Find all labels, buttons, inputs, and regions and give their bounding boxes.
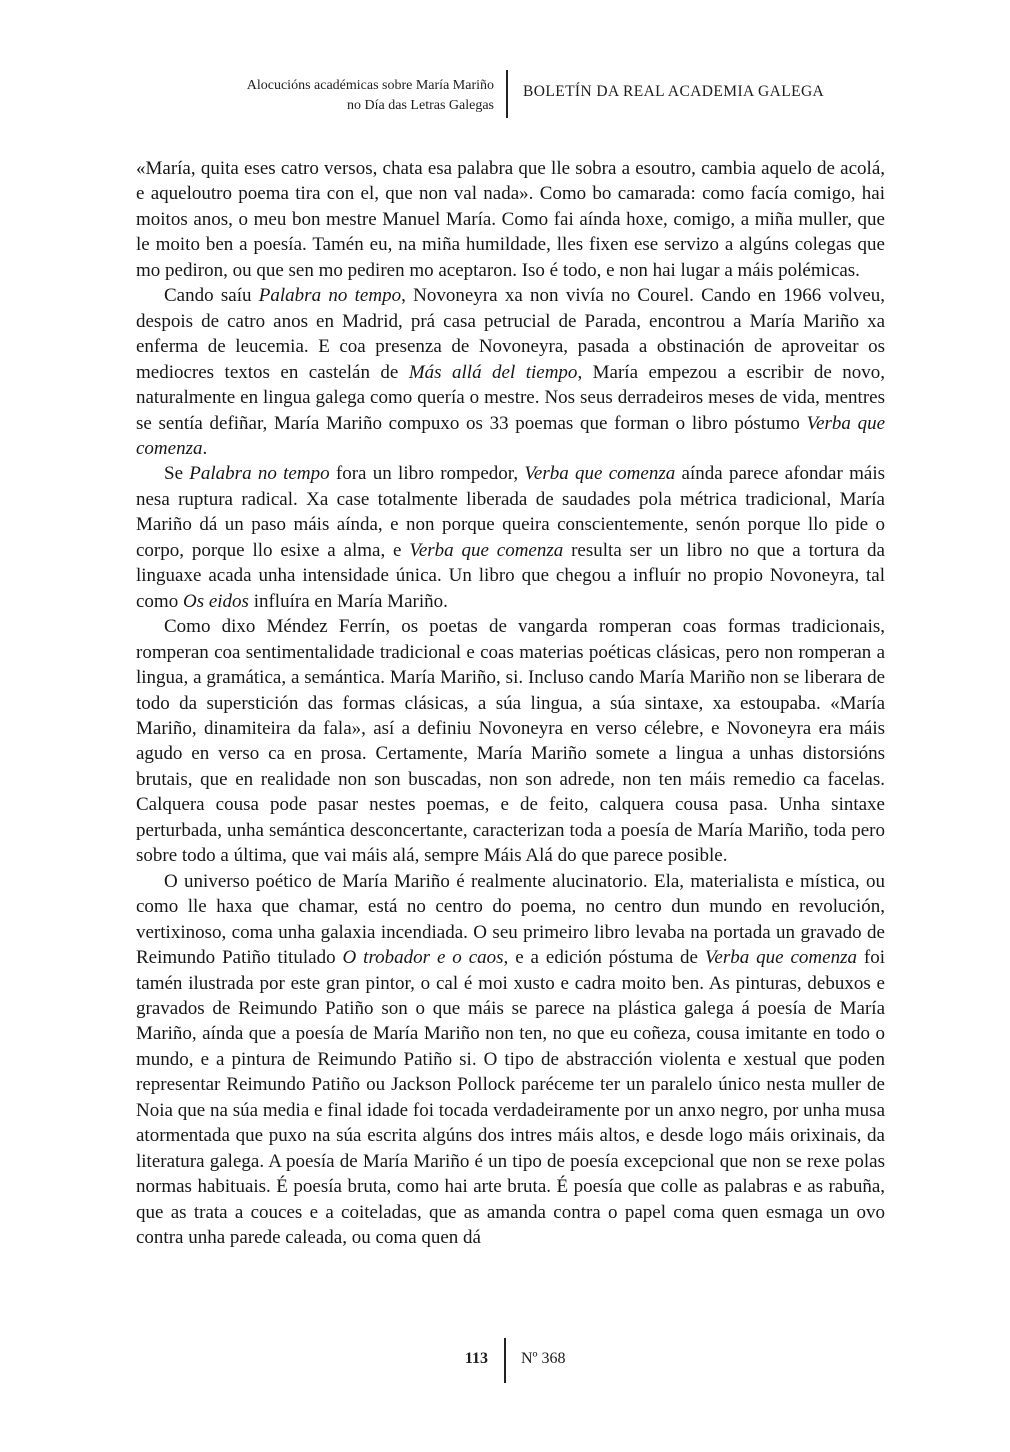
- text-run: aínda parece afondar máis nesa ruptura radical. Xa case totalmente liberada de saudades pola métrica tradicional, María Mariño dá un paso máis aínda, e non porque queira conscientemente, senón porque llo pide o corpo, porque llo esixe a alma, e: [136, 463, 885, 561]
- paragraph: [136, 614, 885, 869]
- text-run: Cando saíu: [164, 285, 259, 307]
- text-run: , María empezou a escribir de novo, naturalmente en lingua galega como quería o mestre. Nos seus derradeiros meses de vida, mentres se sentía defiñar, María Mariño compuxo os 33 poemas que forman o libro póstumo: [136, 361, 885, 434]
- work-title: Palabra no tempo: [258, 285, 402, 307]
- text-run: foi tamén ilustrada por este gran pintor, o cal é moi xusto e cadra moito ben. As pinturas, debuxos e gravados de Reimundo Patiño son o que máis se parece na plástica galega á poesía de María Mariño, aínda que a poesía de María Mariño non ten, no que eu coñeza, cousa imitante en todo o mundo, e a pintura de Reimundo Patiño si. O tipo de abstracción violenta e xestual que poden representar Reimundo Patiño ou Jackson Pollock paréceme ter un paralelo único nesta muller de Noia que na súa media e final idade foi tocada verdadeiramente por un anxo negro, por unha musa atormentada que puxo na súa escrita algúns dos intres máis altos, e desde logo máis orixinais, da literatura galega. A poesía de María Mariño é un tipo de poesía excepcional que non se rexe polas normas habituais. É poesía bruta, como hai arte bruta. É poesía que colle as palabras e as rabuña, que as trata a couces e a coiteladas, que as amanda contra o papel coma quen esmaga un ovo contra unha parede caleada, ou coma quen dá: [136, 947, 886, 1249]
- work-title: Verba que comenza: [704, 947, 857, 969]
- work-title: Más allá del tiempo: [408, 361, 578, 383]
- running-header-article-title-line1: Alocucións académicas sobre María Mariño: [246, 78, 494, 93]
- paragraph: [136, 156, 885, 283]
- page-number: 113: [464, 1350, 488, 1367]
- footer-divider-rule: [504, 1338, 506, 1383]
- text-run: resulta ser un libro no que a tortura da linguaxe acada unha intensidade única. Un libro que chegou a influír no propio Novoneyra, tal como: [136, 539, 885, 612]
- text-run: .: [202, 437, 208, 459]
- work-title: Os eidos: [182, 590, 249, 612]
- work-title: O trobador e o caos: [342, 947, 504, 969]
- text-run: O universo poético de María Mariño é realmente alucinatorio. Ela, materialista e mística, ou como lle haxa que chamar, está no centro do poema, no centro dun mundo en revolución, vertixinoso, coma unha galaxia incendiada. O seu primeiro libro levaba na portada un gravado de Reimundo Patiño titulado: [136, 870, 885, 969]
- text-run: «María, quita eses catro versos, chata esa palabra que lle sobra a esoutro, cambia aquelo de acolá, e aqueloutro poema tira con el, que non val nada». Como bo camarada: como facía comigo, hai moitos anos, o meu bon mestre Manuel María. Como fai aínda hoxe, comigo, a miña muller, que le moito ben a poesía. Tamén eu, na miña humildade, lles fixen ese servizo a algúns colegas que mo pediron, ou que sen mo pediren mo aceptaron. Iso é todo, e non hai lugar a máis polémicas.: [136, 158, 885, 281]
- paragraph: [136, 283, 885, 461]
- issue-number: Nº 368: [521, 1350, 566, 1367]
- text-run: influíra en María Mariño.: [248, 590, 448, 612]
- running-header-journal-title: BOLETÍN DA REAL ACADEMIA GALEGA: [523, 83, 825, 100]
- running-header-article-title: [174, 76, 494, 116]
- text-run: , e a edición póstuma de: [503, 947, 705, 969]
- running-header-article-title-line2: no Día das Letras Galegas: [347, 98, 494, 113]
- text-run: Como dixo Méndez Ferrín, os poetas de vangarda romperan coas formas tradicionais, romperan coa sentimentalidade tradicional e coas materias poéticas clásicas, pero non romperan a lingua, a gramática, a semántica. María Mariño, si. Incluso cando María Mariño non se liberara de todo da superstición das formas clásicas, a súa lingua, a súa sintaxe, xa estoupaba. «María Mariño, dinamiteira da fala», así a definiu Novoneyra en verso célebre, e Novoneyra era máis agudo en verso ca en prosa. Certamente, María Mariño somete a lingua a unhas distorsións brutais, que en realidade non son buscadas, non son adrede, non ten máis remedio ca facelas. Calquera cousa pode pasar nestes poemas, e de feito, calquera cousa pasa. Unha sintaxe perturbada, unha semántica desconcertante, caracterizan toda a poesía de María Mariño, toda pero sobre todo a última, que vai máis alá, sempre Máis Alá do que parece posible.: [136, 616, 885, 867]
- paragraph: [136, 869, 885, 1251]
- article-body: [136, 156, 885, 1250]
- work-title: Palabra no tempo: [189, 463, 330, 485]
- text-run: , Novoneyra xa non vivía no Courel. Cando en 1966 volveu, despois de catro anos en Madrid, prá casa petrucial de Parada, encontrou a María Mariño xa enferma de leucemia. E coa presenza de Novoneyra, pasada a obstinación de aproveitar os mediocres textos en castelán de: [136, 285, 886, 383]
- work-title: Verba que comenza: [409, 539, 564, 561]
- header-divider-rule: [506, 70, 508, 118]
- text-run: fora un libro rompedor,: [329, 463, 525, 485]
- paragraph: [136, 461, 885, 614]
- work-title: Verba que comenza: [524, 463, 676, 485]
- work-title: Verba que comenza: [136, 412, 886, 459]
- text-run: Se: [164, 463, 190, 485]
